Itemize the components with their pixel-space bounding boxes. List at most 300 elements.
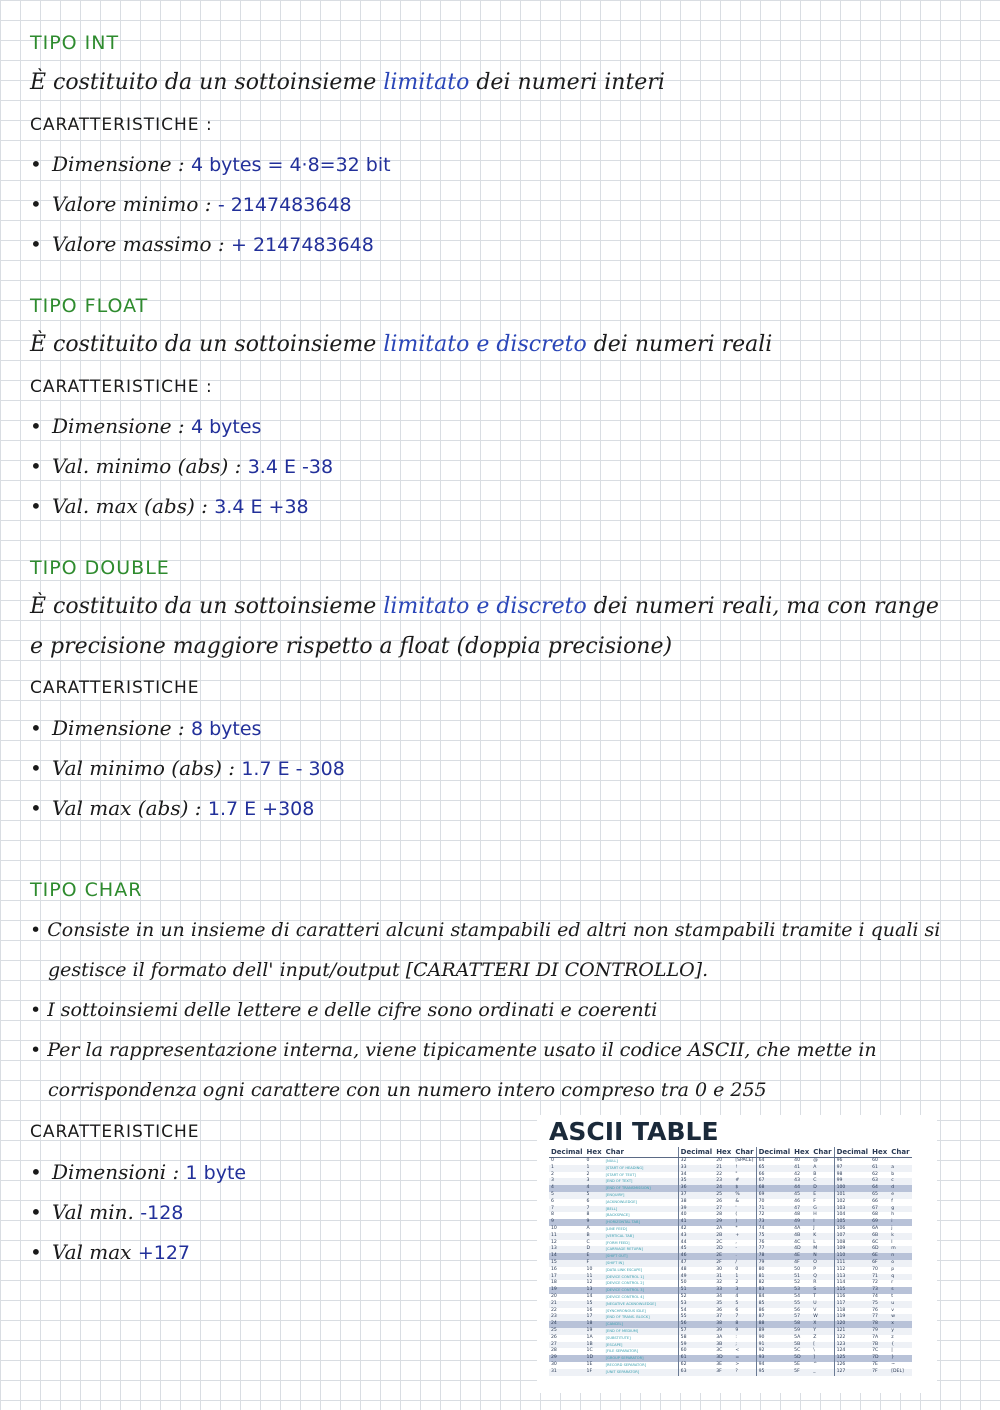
table-cell: j <box>891 1225 893 1231</box>
col-header: Decimal <box>756 1147 792 1158</box>
table-cell: 26 <box>716 1198 723 1204</box>
table-cell: i <box>889 1219 911 1226</box>
table-cell: > <box>735 1361 740 1367</box>
table-cell: 21 <box>714 1165 733 1172</box>
table-row <box>549 1321 912 1328</box>
table-cell: 62 <box>872 1171 878 1177</box>
table-cell: 72 <box>872 1280 878 1286</box>
table-cell: 14 <box>549 1253 585 1260</box>
table-cell: 27 <box>549 1342 585 1349</box>
section-title-float: TIPO FLOAT <box>30 295 149 317</box>
table-cell: 55 <box>792 1301 811 1308</box>
table-cell: [DEVICE CONTROL 1] <box>604 1274 679 1281</box>
section-title-int: TIPO INT <box>30 32 120 54</box>
table-cell: C <box>811 1178 834 1185</box>
table-cell: r <box>891 1280 894 1286</box>
table-cell: 25 <box>714 1192 733 1199</box>
table-cell: 33 <box>714 1287 733 1294</box>
table-cell: 19 <box>549 1287 585 1294</box>
table-cell: 7 <box>733 1314 756 1321</box>
table-cell: 30 <box>551 1361 557 1367</box>
table-cell: 63 <box>678 1369 714 1376</box>
table-row <box>549 1178 912 1185</box>
int-characteristics-heading: CARATTERISTICHE : <box>30 115 213 135</box>
table-cell: 10 <box>586 1266 593 1272</box>
table-row <box>549 1192 912 1199</box>
table-cell: @ <box>813 1158 818 1163</box>
table-cell: 29 <box>714 1219 733 1226</box>
table-cell: 44 <box>678 1240 714 1247</box>
table-cell: 3 <box>733 1287 756 1294</box>
table-cell: 82 <box>756 1280 792 1287</box>
table-cell: 6E <box>870 1253 889 1260</box>
table-cell: 115 <box>834 1287 870 1294</box>
bullet-icon: • <box>30 454 42 478</box>
bullet-icon: • <box>30 494 42 518</box>
table-cell: 8 <box>551 1212 554 1218</box>
table-cell: 1 <box>549 1165 585 1172</box>
table-cell: 102 <box>834 1199 870 1206</box>
item-value: 1.7 E +308 <box>207 798 315 820</box>
table-cell: L <box>813 1239 816 1245</box>
table-cell: 16 <box>551 1266 557 1272</box>
table-cell: = <box>733 1355 756 1362</box>
table-cell: E <box>585 1253 604 1260</box>
table-cell: 1 <box>585 1165 604 1172</box>
table-cell: 56 <box>678 1321 714 1328</box>
double-desc-highlight: limitato e discreto <box>383 594 587 619</box>
table-cell: 3B <box>714 1342 733 1349</box>
list-item <box>30 1192 246 1232</box>
bullet-icon: • <box>30 1240 42 1264</box>
item-value: 3.4 E -38 <box>247 456 334 478</box>
table-cell: 15 <box>549 1260 585 1267</box>
table-cell: & <box>735 1198 739 1204</box>
table-cell: R <box>813 1280 817 1286</box>
table-cell: 99 <box>834 1178 870 1185</box>
table-cell: 3E <box>716 1361 723 1367</box>
table-cell: 40 <box>794 1158 800 1163</box>
double-characteristics-heading: CARATTERISTICHE <box>30 678 200 698</box>
table-cell: [NULL] <box>605 1159 618 1163</box>
item-label: Dimensione : <box>52 152 191 176</box>
table-cell: 19 <box>585 1328 604 1335</box>
table-cell: 59 <box>792 1328 811 1335</box>
table-cell: F <box>813 1198 816 1204</box>
table-row <box>549 1335 912 1342</box>
table-cell: [DEVICE CONTROL 2] <box>605 1281 644 1286</box>
table-cell: 70 <box>872 1266 878 1272</box>
list-item <box>30 1030 960 1110</box>
table-cell: ( <box>735 1212 738 1218</box>
table-cell: 93 <box>756 1355 792 1362</box>
table-row <box>549 1226 912 1233</box>
table-cell: 4 <box>585 1185 604 1192</box>
char-characteristics-heading: CARATTERISTICHE <box>30 1122 200 1142</box>
item-text: Per la rappresentazione interna, viene tipicamente usato il codice ASCII, che mette in corrispondenza ogni carattere con un numero intero compreso tra 0 e 255 <box>47 1039 877 1101</box>
table-cell: 1 <box>733 1274 756 1281</box>
list-item <box>30 184 391 224</box>
table-cell: [FORM FEED] <box>605 1240 630 1245</box>
bullet-icon: • <box>30 414 42 438</box>
table-cell: 90 <box>756 1335 792 1342</box>
table-cell: ' <box>733 1206 756 1213</box>
table-row <box>549 1348 912 1355</box>
item-value: 4 bytes <box>190 416 262 438</box>
table-row <box>549 1199 912 1206</box>
table-cell: 6 <box>586 1198 590 1204</box>
table-cell: ^ <box>813 1361 818 1367</box>
table-cell: [BACKSPACE] <box>605 1213 630 1218</box>
bullet-icon: • <box>30 152 42 176</box>
table-cell: 98 <box>834 1172 870 1179</box>
table-cell: 4 <box>735 1293 739 1299</box>
table-cell: n <box>889 1253 911 1260</box>
col-header: Char <box>733 1147 756 1158</box>
table-cell: f <box>891 1198 893 1204</box>
table-cell: 57 <box>792 1314 811 1321</box>
table-cell: 126 <box>834 1362 870 1369</box>
float-desc-highlight: limitato e discreto <box>383 332 587 357</box>
ascii-table-body <box>549 1158 912 1376</box>
table-cell: # <box>733 1178 756 1185</box>
table-cell: 45 <box>678 1246 714 1253</box>
table-cell: 16 <box>586 1307 593 1313</box>
table-cell: 44 <box>792 1185 811 1192</box>
table-cell: 4D <box>792 1246 811 1253</box>
table-cell: 49 <box>792 1219 811 1226</box>
list-item <box>30 1232 246 1272</box>
table-cell: p <box>891 1266 895 1272</box>
table-cell: o <box>889 1260 911 1267</box>
table-cell: 62 <box>678 1362 714 1369</box>
table-cell: 6A <box>872 1225 879 1231</box>
table-cell: 87 <box>756 1314 792 1321</box>
bullet-icon: • <box>30 796 42 820</box>
table-cell: 2 <box>551 1171 554 1177</box>
int-characteristics-list <box>30 144 391 264</box>
col-header: Decimal <box>834 1147 870 1158</box>
item-label: Val. minimo (abs) : <box>52 454 248 478</box>
table-cell: : <box>735 1334 737 1340</box>
table-cell: 91 <box>756 1342 792 1349</box>
table-cell: 74 <box>872 1293 878 1299</box>
table-cell: 32 <box>716 1280 723 1286</box>
table-row <box>549 1301 912 1308</box>
table-cell: 89 <box>756 1328 792 1335</box>
table-cell: 84 <box>756 1294 792 1301</box>
list-item <box>30 224 391 264</box>
table-cell: 100 <box>834 1185 870 1192</box>
float-characteristics-heading: CARATTERISTICHE : <box>30 377 213 397</box>
table-cell: 81 <box>756 1274 792 1281</box>
table-cell: 78 <box>870 1321 889 1328</box>
table-cell: 57 <box>678 1328 714 1335</box>
table-cell: 17 <box>549 1274 585 1281</box>
table-cell: 94 <box>756 1362 792 1369</box>
table-cell: [START OF TEXT] <box>605 1172 636 1177</box>
table-cell: 6 <box>551 1198 554 1204</box>
table-cell: 5B <box>792 1342 811 1349</box>
table-cell: 33 <box>678 1165 714 1172</box>
double-desc-text: È costituito da un sottoinsieme <box>30 594 384 619</box>
table-cell: 13 <box>585 1287 604 1294</box>
table-cell: y <box>889 1328 911 1335</box>
table-cell: [DEVICE CONTROL 3] <box>604 1287 679 1294</box>
table-cell: [START OF HEADING] <box>604 1165 679 1172</box>
table-cell: 28 <box>716 1212 723 1218</box>
table-cell: [SHIFT OUT] <box>604 1253 679 1260</box>
table-row <box>549 1369 912 1376</box>
item-label: Dimensione : <box>52 716 191 740</box>
list-item <box>30 708 345 748</box>
table-cell: 38 <box>678 1199 714 1206</box>
table-cell: B <box>585 1233 604 1240</box>
table-row <box>549 1362 912 1369</box>
table-cell: 71 <box>756 1206 792 1213</box>
table-cell: A <box>586 1225 590 1231</box>
table-cell: l <box>891 1239 893 1245</box>
table-cell: 121 <box>834 1328 870 1335</box>
table-cell: 39 <box>714 1328 733 1335</box>
table-cell: 127 <box>834 1369 870 1376</box>
table-cell: ; <box>733 1342 756 1349</box>
table-cell: 8 <box>733 1321 756 1328</box>
table-cell: 31 <box>714 1274 733 1281</box>
item-label: Dimensioni : <box>52 1160 186 1184</box>
table-cell: 42 <box>794 1171 800 1177</box>
table-cell: 1C <box>586 1348 593 1354</box>
table-cell: 6B <box>870 1233 889 1240</box>
table-cell: . <box>733 1253 756 1260</box>
table-cell: 34 <box>716 1293 723 1299</box>
table-cell: 104 <box>834 1212 870 1219</box>
table-cell: H <box>813 1212 817 1218</box>
table-cell: [VERTICAL TAB] <box>604 1233 679 1240</box>
int-desc-text-end: dei numeri interi <box>469 70 665 95</box>
table-cell: 29 <box>549 1355 585 1362</box>
table-cell: 43 <box>792 1178 811 1185</box>
table-cell: 1B <box>585 1342 604 1349</box>
item-value: 1.7 E - 308 <box>241 758 345 780</box>
table-cell: 53 <box>678 1301 714 1308</box>
col-header: Char <box>811 1147 834 1158</box>
table-cell: 60 <box>678 1348 714 1355</box>
table-cell: 28 <box>551 1348 557 1354</box>
table-cell: 88 <box>756 1321 792 1328</box>
item-value: 3.4 E +38 <box>214 496 309 518</box>
table-cell: x <box>889 1321 911 1328</box>
table-cell: { <box>889 1342 911 1349</box>
table-cell: [UNIT SEPARATOR] <box>604 1369 679 1376</box>
table-cell: % <box>733 1192 756 1199</box>
bullet-icon: • <box>30 232 42 256</box>
item-label: Val minimo (abs) : <box>52 756 242 780</box>
table-cell: 9 <box>585 1219 604 1226</box>
table-cell: [NEGATIVE ACKNOWLEDGE] <box>604 1301 679 1308</box>
double-desc-text-end: dei numeri reali, ma con range <box>586 594 939 619</box>
table-cell: 6D <box>870 1246 889 1253</box>
table-row <box>549 1165 912 1172</box>
table-row <box>549 1206 912 1213</box>
list-item <box>30 486 333 526</box>
table-cell: 36 <box>716 1307 723 1313</box>
table-cell: 65 <box>756 1165 792 1172</box>
item-value: + 2147483648 <box>231 234 374 256</box>
table-cell: 2F <box>714 1260 733 1267</box>
table-cell: 69 <box>870 1219 889 1226</box>
table-cell: 114 <box>834 1280 870 1287</box>
table-cell: 80 <box>756 1267 792 1274</box>
table-cell: 79 <box>870 1328 889 1335</box>
double-characteristics-list <box>30 708 345 828</box>
table-cell: 7A <box>872 1334 879 1340</box>
table-cell: K <box>811 1233 834 1240</box>
item-value: -128 <box>140 1202 184 1224</box>
table-cell: [HORIZONTAL TAB] <box>604 1219 679 1226</box>
table-cell: 106 <box>834 1226 870 1233</box>
table-row <box>549 1172 912 1179</box>
ascii-table-title: ASCII TABLE <box>549 1117 719 1146</box>
table-cell: 2D <box>714 1246 733 1253</box>
table-cell: h <box>891 1212 895 1218</box>
double-description-line2: e precisione maggiore rispetto a float (doppia precisione) <box>30 634 673 659</box>
table-cell: 32 <box>678 1158 714 1165</box>
table-cell: 38 <box>714 1321 733 1328</box>
table-cell: 15 <box>585 1301 604 1308</box>
table-cell: 48 <box>678 1267 714 1274</box>
table-cell: 47 <box>678 1260 714 1267</box>
table-cell: [SYNCHRONOUS IDLE] <box>605 1308 646 1313</box>
table-cell: 8 <box>586 1212 590 1218</box>
table-cell: " <box>735 1171 738 1177</box>
table-cell: / <box>733 1260 756 1267</box>
table-cell: [ESCAPE] <box>604 1342 679 1349</box>
col-header: Char <box>604 1147 679 1158</box>
table-cell: 9 <box>549 1219 585 1226</box>
table-cell: 35 <box>714 1301 733 1308</box>
table-cell: 20 <box>551 1293 557 1299</box>
table-cell: 43 <box>678 1233 714 1240</box>
table-cell: 13 <box>549 1246 585 1253</box>
table-cell: 86 <box>756 1308 792 1315</box>
table-cell: 3 <box>549 1178 585 1185</box>
table-cell: [RECORD SEPARATOR] <box>605 1362 646 1367</box>
table-cell: 18 <box>551 1280 557 1286</box>
int-description <box>30 70 665 95</box>
table-cell: 18 <box>585 1321 604 1328</box>
table-cell: 22 <box>551 1307 557 1313</box>
table-cell: 96 <box>834 1158 870 1165</box>
table-cell: 5 <box>549 1192 585 1199</box>
table-row <box>549 1219 912 1226</box>
list-item <box>30 1152 246 1192</box>
table-cell: a <box>889 1165 911 1172</box>
table-cell: 24 <box>714 1185 733 1192</box>
table-cell: 4E <box>792 1253 811 1260</box>
table-cell: [DEVICE CONTROL 4] <box>605 1294 644 1299</box>
table-cell: 30 <box>716 1266 723 1272</box>
item-value: 4 bytes = 4·8=32 bit <box>190 154 391 176</box>
table-cell: F <box>585 1260 604 1267</box>
table-cell: 6F <box>870 1260 889 1267</box>
table-cell: 51 <box>792 1274 811 1281</box>
list-item <box>30 406 333 446</box>
table-cell: [CANCEL] <box>604 1321 679 1328</box>
table-cell: 92 <box>756 1348 792 1355</box>
table-row <box>549 1185 912 1192</box>
table-cell: 0 <box>551 1158 554 1163</box>
table-cell: 11 <box>585 1274 604 1281</box>
table-row <box>549 1240 912 1247</box>
table-cell: ` <box>891 1158 894 1163</box>
table-cell: 63 <box>870 1178 889 1185</box>
table-cell: [BELL] <box>604 1206 679 1213</box>
table-cell: C <box>586 1239 590 1245</box>
table-cell: 64 <box>870 1185 889 1192</box>
float-characteristics-list <box>30 406 333 526</box>
item-text: Consiste in un insieme di caratteri alcuni stampabili ed altri non stampabili tramite i quali si gestisce il formato dell' input/output [CARATTERI DI CONTROLLO]. <box>47 919 941 981</box>
table-cell: 34 <box>678 1172 714 1179</box>
table-cell: s <box>889 1287 911 1294</box>
table-cell: Q <box>811 1274 834 1281</box>
table-cell: m <box>889 1246 911 1253</box>
table-cell: 24 <box>549 1321 585 1328</box>
table-cell: S <box>811 1287 834 1294</box>
bullet-icon: • <box>30 716 42 740</box>
table-cell: 7 <box>585 1206 604 1213</box>
table-cell: 7F <box>870 1369 889 1376</box>
table-cell: A <box>811 1165 834 1172</box>
float-desc-text-end: dei numeri reali <box>586 332 773 357</box>
table-cell: , <box>735 1239 737 1245</box>
table-cell: V <box>813 1307 817 1313</box>
table-cell: z <box>891 1334 894 1340</box>
table-cell: Y <box>811 1328 834 1335</box>
table-cell: 73 <box>756 1219 792 1226</box>
table-cell: 5C <box>794 1348 801 1354</box>
table-cell: 1F <box>585 1369 604 1376</box>
table-cell: 4B <box>792 1233 811 1240</box>
table-cell: q <box>889 1274 911 1281</box>
table-cell: 5 <box>585 1192 604 1199</box>
list-item <box>30 748 345 788</box>
table-cell: 6C <box>872 1239 879 1245</box>
table-cell: 64 <box>756 1158 792 1165</box>
table-cell: 53 <box>792 1287 811 1294</box>
table-row <box>549 1328 912 1335</box>
table-cell: 83 <box>756 1287 792 1294</box>
table-cell: 0 <box>735 1266 739 1272</box>
table-cell: 59 <box>678 1342 714 1349</box>
table-cell: 116 <box>834 1294 870 1301</box>
table-cell: 4C <box>794 1239 801 1245</box>
bullet-icon: • <box>30 756 42 780</box>
table-cell: 14 <box>586 1293 593 1299</box>
table-cell: N <box>811 1253 834 1260</box>
ascii-table-image <box>537 1115 937 1393</box>
int-desc-highlight: limitato <box>383 70 470 95</box>
table-row <box>549 1260 912 1267</box>
table-row <box>549 1158 912 1165</box>
table-cell: 45 <box>792 1192 811 1199</box>
table-cell: 7D <box>870 1355 889 1362</box>
table-cell: 61 <box>870 1165 889 1172</box>
item-text: I sottoinsiemi delle lettere e delle cifre sono ordinati e coerenti <box>47 999 658 1021</box>
table-cell: ) <box>733 1219 756 1226</box>
table-cell: 68 <box>756 1185 792 1192</box>
char-description-list <box>30 910 960 1110</box>
